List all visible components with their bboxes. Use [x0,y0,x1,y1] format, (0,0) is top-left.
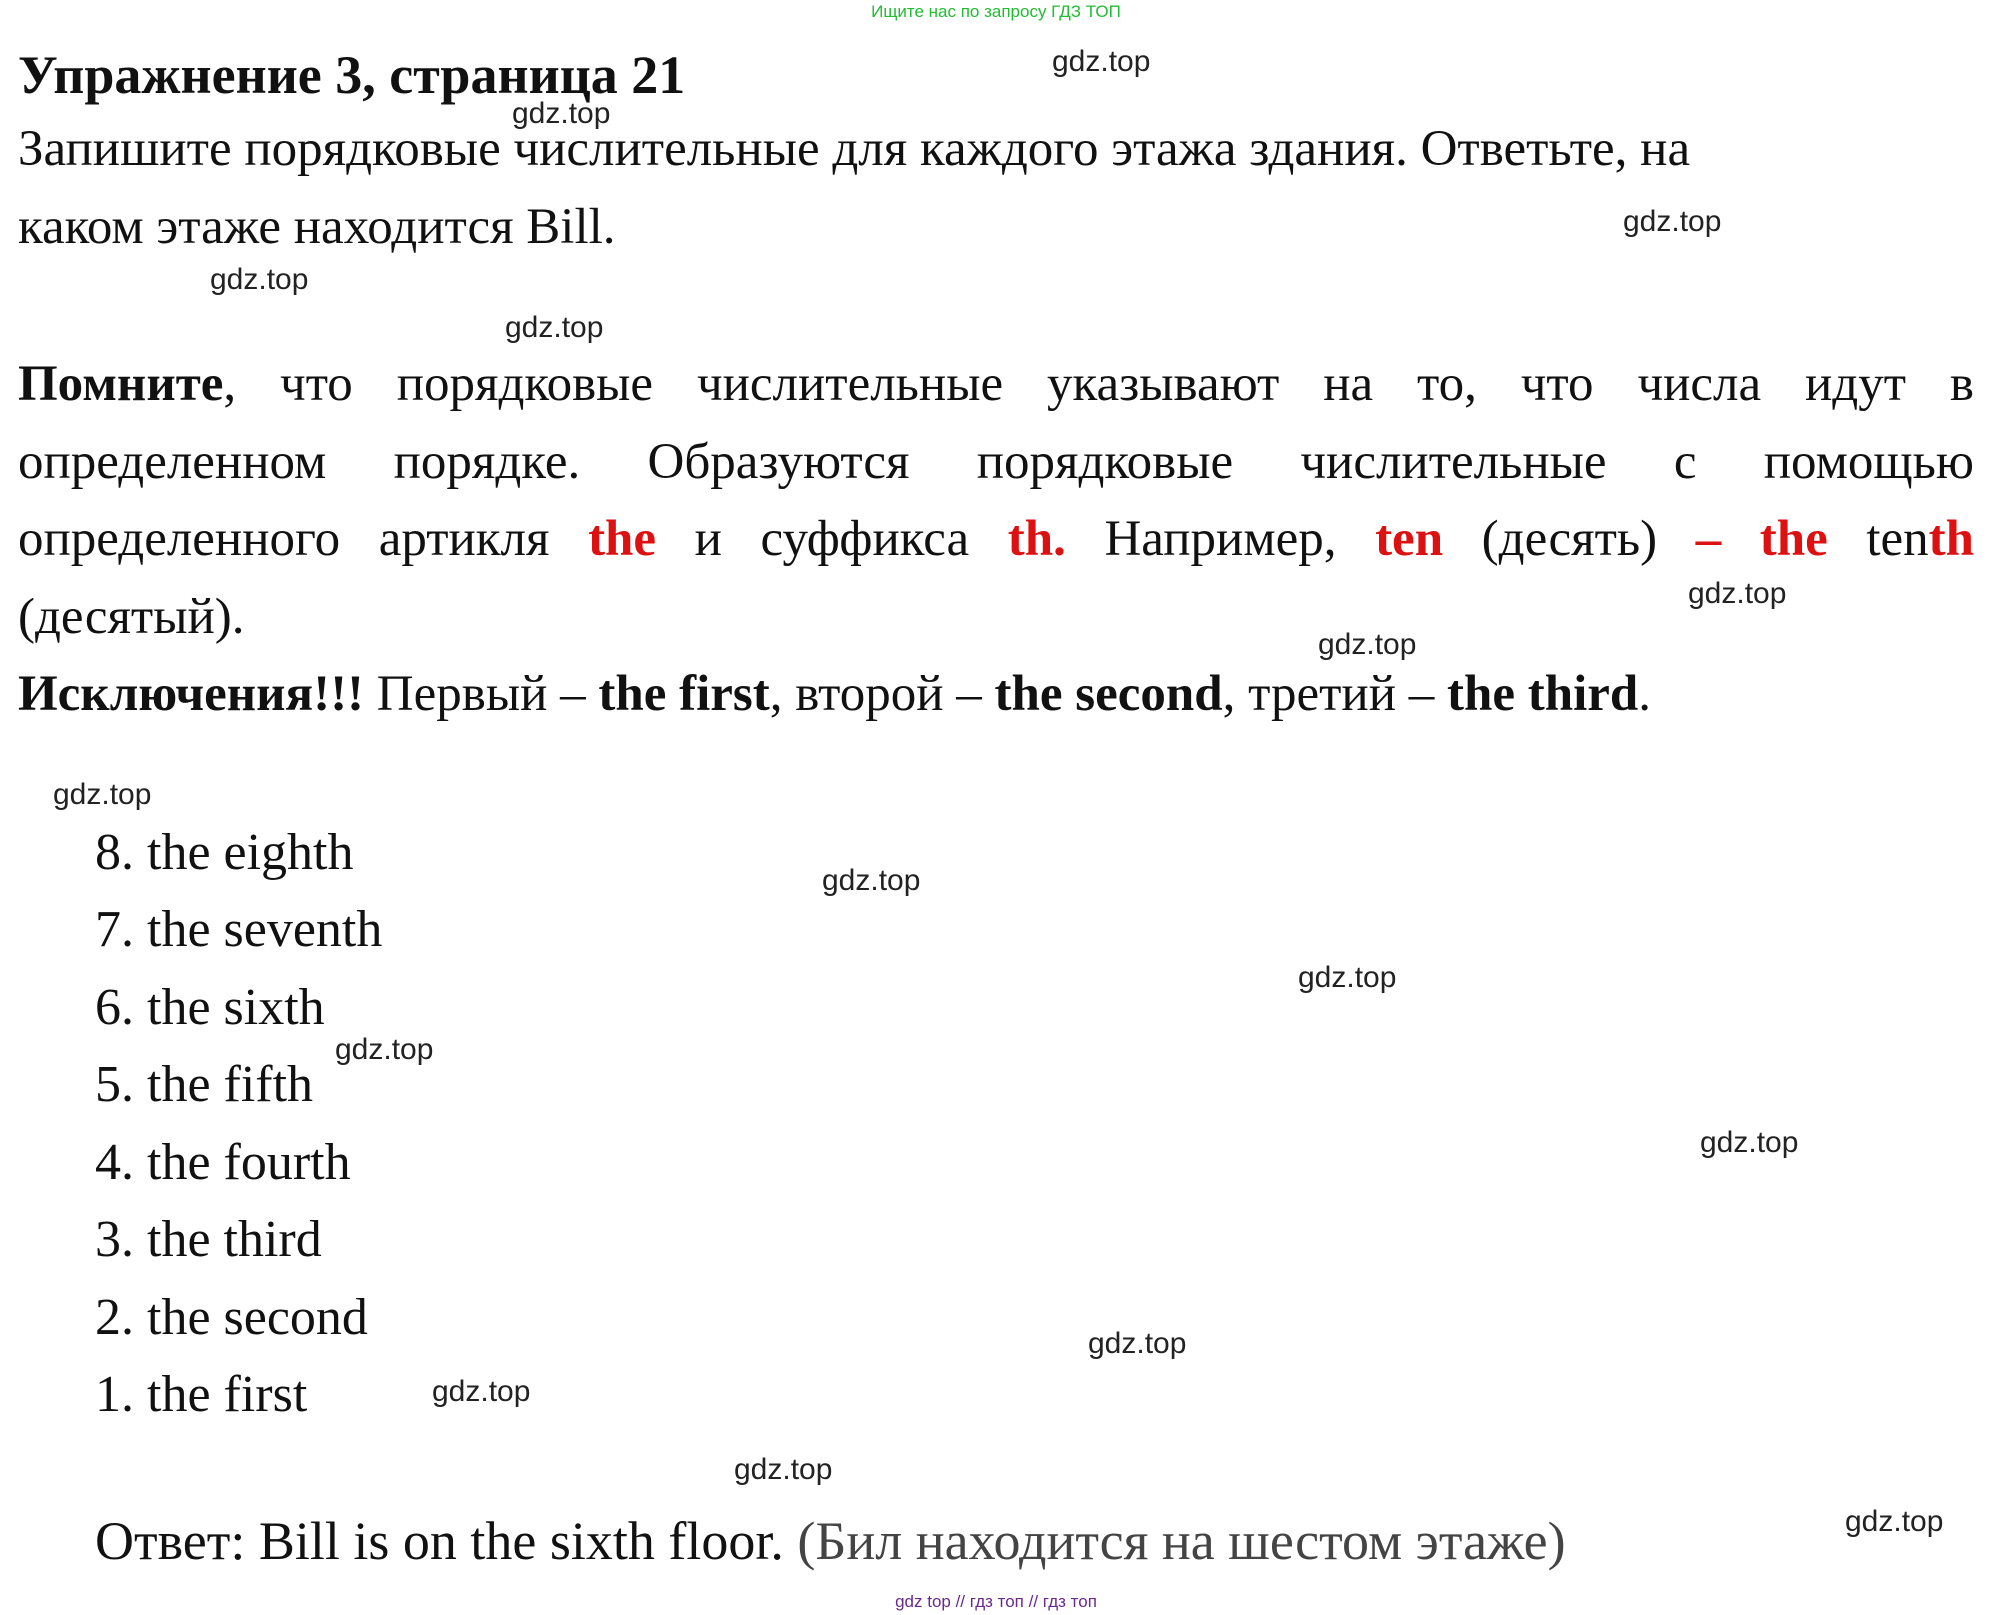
rule-text-b: и суффикса [656,511,1008,567]
exceptions-label: Исключения!!! [18,666,365,722]
watermark: gdz.top [505,311,604,344]
exceptions-text-4: . [1638,666,1651,722]
floor-item: 7. the seventh [95,901,383,958]
watermark: gdz.top [1688,577,1787,610]
watermark: gdz.top [1088,1327,1187,1360]
highlight-ten: ten [1375,511,1444,567]
rule-line-3 [18,510,1974,568]
exceptions-text-2: , второй – [769,666,995,722]
rule-text-c: Например, [1065,511,1376,567]
rule-text-ten: ten [1827,511,1929,567]
watermark: gdz.top [734,1453,833,1486]
footer-links[interactable]: gdz top // гдз топ // гдз топ [895,1592,1097,1611]
floor-item: 8. the eighth [95,824,354,881]
rule-line-4: (десятый). [18,589,245,645]
exceptions-line [18,665,1651,723]
exceptions-text-1: Первый – [364,666,599,722]
highlight-dash-the: – the [1695,511,1828,567]
watermark: gdz.top [335,1033,434,1066]
rule-text-a: определенного артикля [18,511,589,567]
watermark: gdz.top [1623,205,1722,238]
watermark: gdz.top [1298,961,1397,994]
task-line-1: Запишите порядковые числительные для каждого этажа здания. Ответьте, на [18,121,1691,177]
watermark: gdz.top [53,778,152,811]
answer-russian: (Бил находится на шестом этаже) [797,1511,1566,1571]
watermark: gdz.top [1052,45,1151,78]
floor-item: 5. the fifth [95,1056,314,1113]
highlight-the: the [588,511,657,567]
watermark: gdz.top [1845,1505,1944,1538]
watermark: gdz.top [512,97,611,130]
highlight-th-suffix: th [1928,511,1974,567]
watermark: gdz.top [822,864,921,897]
floor-item: 3. the third [95,1211,322,1268]
floor-item: 6. the sixth [95,979,325,1036]
floor-item: 2. the second [95,1289,368,1346]
rule-line-1-text: , что порядковые числительные указывают на то, что числа идут в [223,356,1974,412]
exception-first: the first [598,666,770,722]
rule-line-2: определенном порядке. Образуются порядковые числительные с помощью [18,434,1974,490]
watermark: gdz.top [1318,628,1417,661]
exercise-title: Упражнение 3, страница 21 [18,45,686,105]
highlight-th: th. [1007,511,1066,567]
watermark: gdz.top [210,263,309,296]
exception-third: the third [1447,666,1639,722]
watermark: gdz.top [1700,1126,1799,1159]
answer-line [95,1510,1566,1572]
rule-text-d: (десять) [1443,511,1696,567]
watermark: gdz.top [432,1375,531,1408]
floor-item: 4. the fourth [95,1134,351,1191]
rule-line-1 [18,355,1974,413]
answer-english: Ответ: Bill is on the sixth floor. [95,1511,798,1571]
exceptions-text-3: , третий – [1222,666,1447,722]
exception-second: the second [994,666,1223,722]
rule-bold-word: Помните [18,356,224,412]
top-search-hint[interactable]: Ищите нас по запросу ГДЗ ТОП [871,2,1121,21]
task-line-2: каком этаже находится Bill. [18,199,616,255]
floor-item: 1. the first [95,1366,308,1423]
